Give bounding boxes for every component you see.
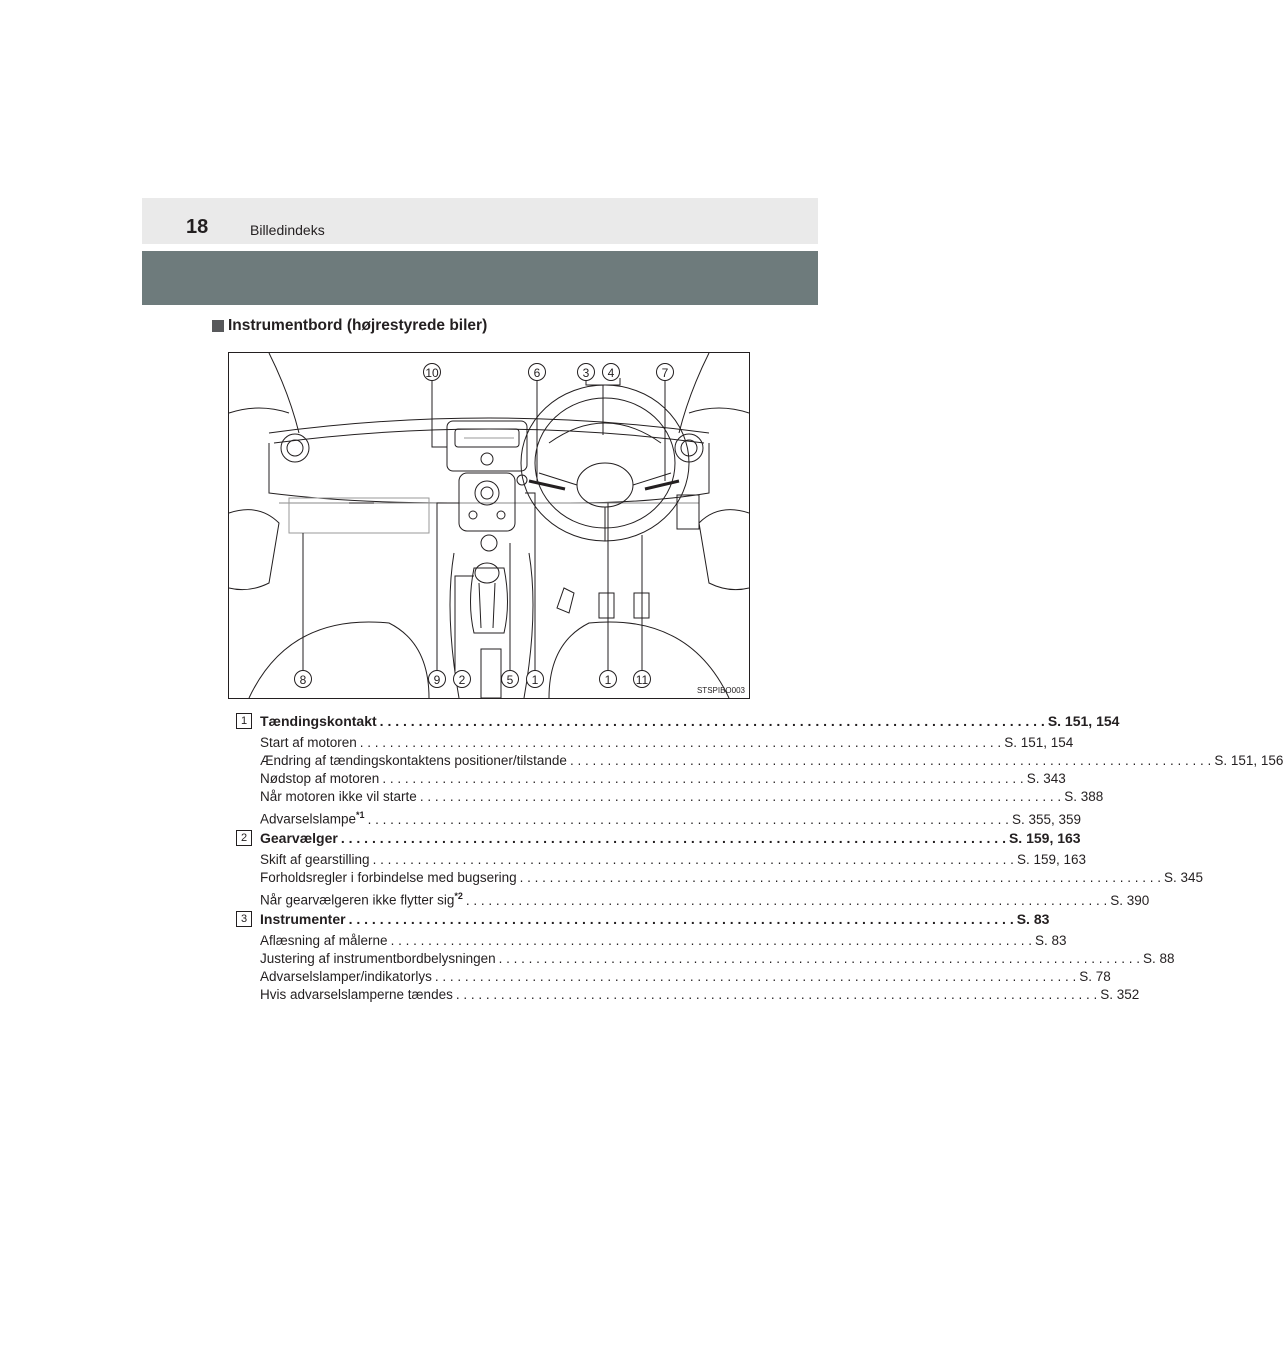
entry-instruments: [236, 908, 1175, 1004]
entry-title: Instrumenter: [260, 911, 346, 927]
list-item: Ændring af tændingskontaktens positioner/tilstande . . . S. 151, 156: [260, 752, 722, 770]
callout-1a: 1: [526, 670, 544, 688]
dashboard-drawing: [229, 353, 749, 698]
entry-marker: 3: [236, 911, 252, 927]
list-item: Start af motoren . . . S. 151, 154: [260, 734, 722, 752]
callout-1b: 1: [599, 670, 617, 688]
list-item: Når gearvælgeren ikke flytter sig$^{*2}$ . . . S. 390: [260, 887, 722, 905]
footnote-mark: *2: [454, 891, 463, 901]
callout-8: 8: [294, 670, 312, 688]
header-bar: [142, 198, 818, 244]
entry-list: [236, 710, 1283, 1007]
entry-ignition: [236, 710, 1283, 827]
entry-ref: S. 83: [1016, 911, 1050, 927]
callout-9: 9: [428, 670, 446, 688]
entry-marker: 2: [236, 830, 252, 846]
entry-ref: S. 159, 163: [1008, 830, 1081, 846]
callout-10: 10: [423, 363, 441, 381]
entry-ref: S. 151, 154: [1047, 713, 1120, 729]
list-item: Skift af gearstilling . . . S. 159, 163: [260, 851, 722, 869]
header-title: Billedindeks: [250, 222, 325, 238]
figure-code: STSPIBO003: [696, 686, 745, 695]
page-number: 18: [186, 216, 209, 238]
list-item: Hvis advarselslamperne tændes . . . S. 352: [260, 986, 722, 1004]
entry-gear-lever: [236, 827, 1204, 908]
callout-11: 11: [633, 670, 651, 688]
callout-6: 6: [528, 363, 546, 381]
list-item: Advarselslampe$^{*1}$ . . . S. 355, 359: [260, 806, 722, 824]
callout-3: 3: [577, 363, 595, 381]
list-item: Advarselslamper/indikatorlys . . . S. 78: [260, 968, 722, 986]
callout-2: 2: [453, 670, 471, 688]
footnote-mark: *1: [356, 810, 365, 820]
list-item: Justering af instrumentbordbelysningen . . . S. 88: [260, 950, 722, 968]
list-item: Forholdsregler i forbindelse med bugsering . . . S. 345: [260, 869, 722, 887]
dashboard-illustration: [228, 352, 750, 699]
section-heading: [212, 317, 487, 335]
callout-7: 7: [656, 363, 674, 381]
square-bullet-icon: [212, 320, 224, 332]
list-item: Når motoren ikke vil starte . . . S. 388: [260, 788, 722, 806]
entry-title: Gearvælger: [260, 830, 338, 846]
entry-marker: 1: [236, 713, 252, 729]
callout-5: 5: [501, 670, 519, 688]
section-heading-text: Instrumentbord (højrestyrede biler): [228, 317, 488, 334]
list-item: Nødstop af motoren . . . S. 343: [260, 770, 722, 788]
callout-4: 4: [602, 363, 620, 381]
entry-title: Tændingskontakt: [260, 713, 377, 729]
header-band: [142, 251, 818, 305]
list-item: Aflæsning af målerne . . . S. 83: [260, 932, 722, 950]
